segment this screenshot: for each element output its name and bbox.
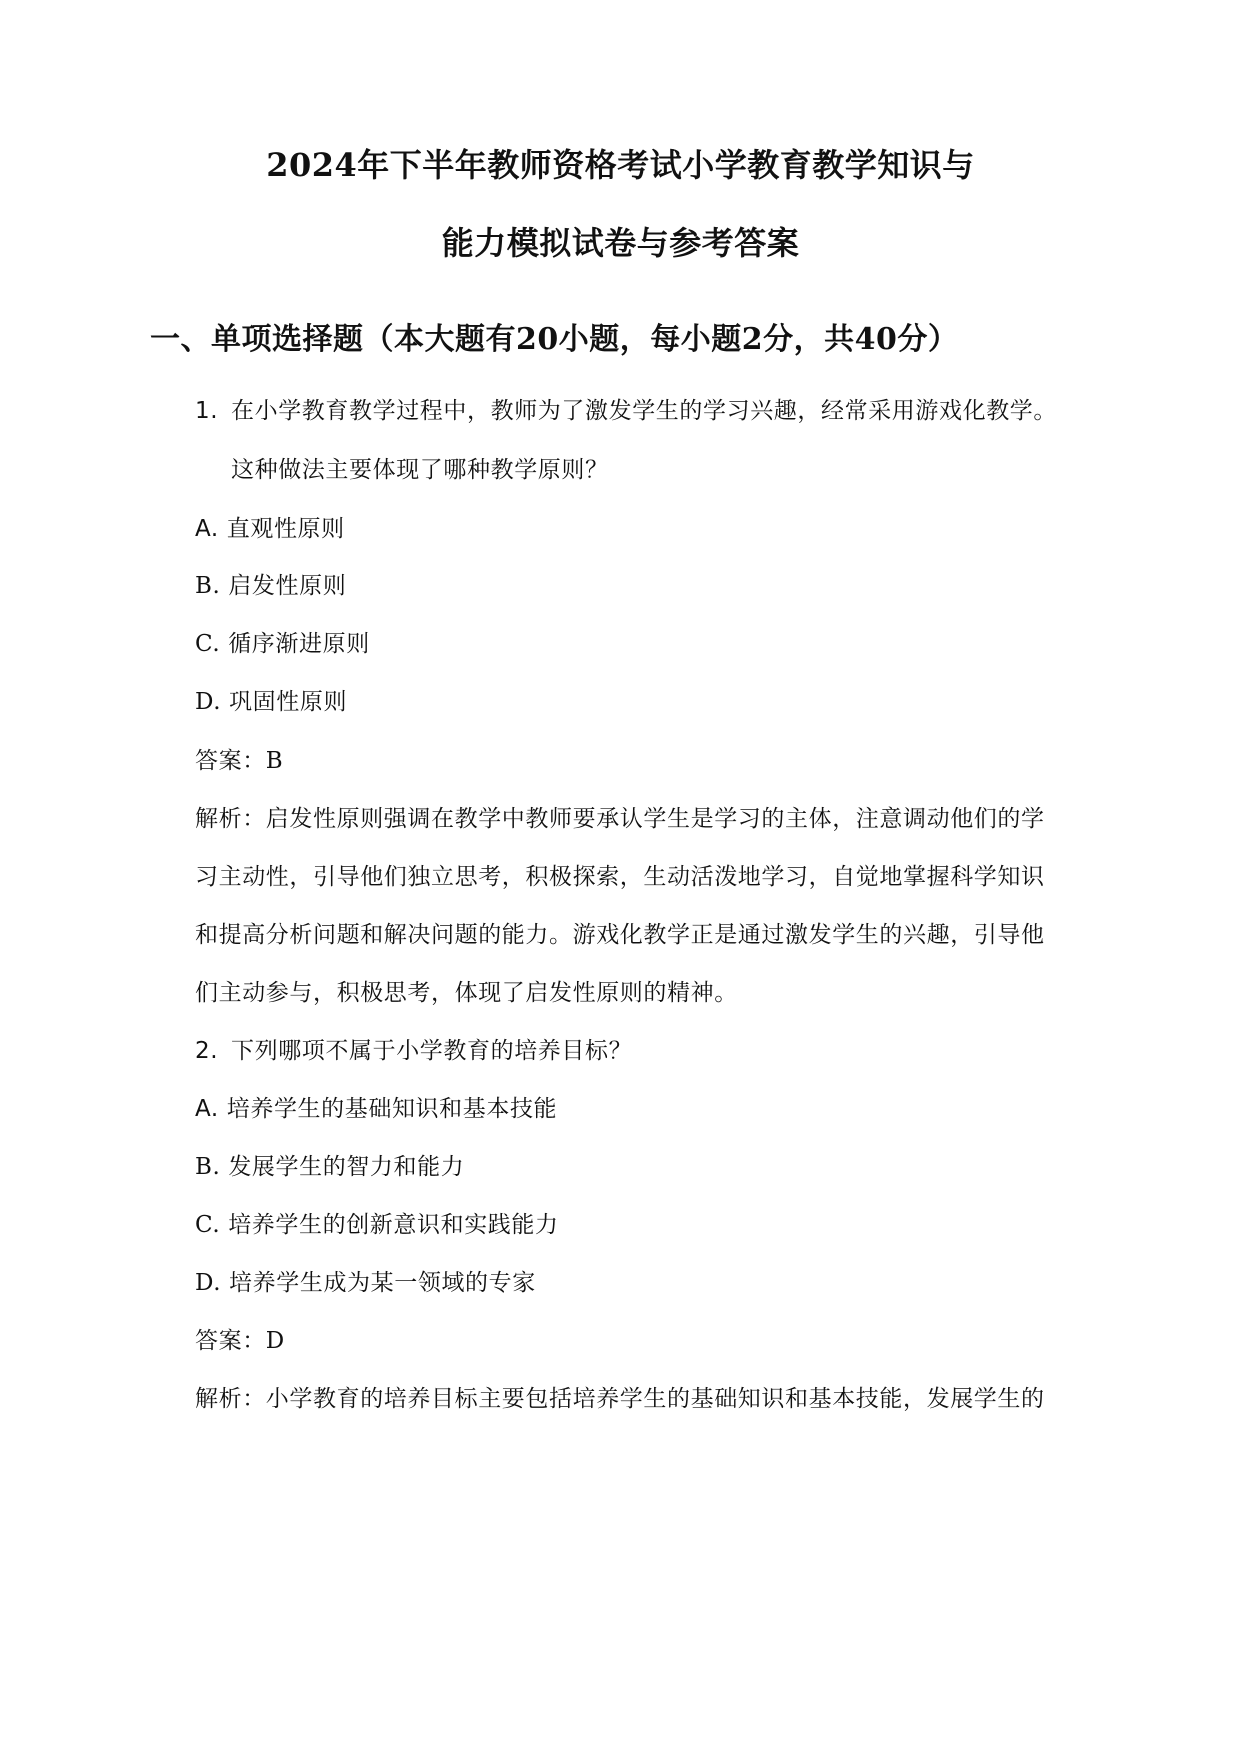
analysis-line: 解析：小学教育的培养目标主要包括培养学生的基础知识和基本技能，发展学生的 [195,1386,1045,1412]
option-b: B. 发展学生的智力和能力 [195,1154,465,1180]
document-title-line1: 2024年下半年教师资格考试小学教育教学知识与 [266,146,975,184]
question-stem-line: 这种做法主要体现了哪种教学原则？ [231,457,609,483]
answer: 答案：B [195,748,284,774]
analysis-line: 和提高分析问题和解决问题的能力。游戏化教学正是通过激发学生的兴趣，引导他 [195,922,1045,948]
option-c: C. 培养学生的创新意识和实践能力 [195,1212,559,1238]
analysis-line: 们主动参与，积极思考，体现了启发性原则的精神。 [195,980,738,1006]
analysis-line: 习主动性，引导他们独立思考，积极探索，生动活泼地学习，自觉地掌握科学知识 [195,864,1045,890]
option-d: D. 培养学生成为某一领域的专家 [195,1270,536,1296]
section-heading: 一、单项选择题（本大题有20小题，每小题2分，共40分） [150,322,959,357]
option-a: A. 培养学生的基础知识和基本技能 [195,1096,558,1122]
question-stem-line: 在小学教育教学过程中，教师为了激发学生的学习兴趣，经常采用游戏化教学。 [231,398,1057,424]
question-2-stem [195,1032,632,1065]
option-a: A. 直观性原则 [195,516,345,542]
option-b: B. 启发性原则 [195,573,347,599]
question-number: 1. [195,398,219,424]
document-title-line2: 能力模拟试卷与参考答案 [441,224,800,262]
option-c: C. 循序渐进原则 [195,631,370,657]
analysis-line: 解析：启发性原则强调在教学中教师要承认学生是学习的主体，注意调动他们的学 [195,806,1045,832]
answer: 答案：D [195,1328,285,1354]
question-stem-line: 下列哪项不属于小学教育的培养目标？ [231,1038,633,1064]
question-1-stem [195,392,1057,425]
question-number: 2. [195,1038,219,1064]
option-d: D. 巩固性原则 [195,689,348,715]
